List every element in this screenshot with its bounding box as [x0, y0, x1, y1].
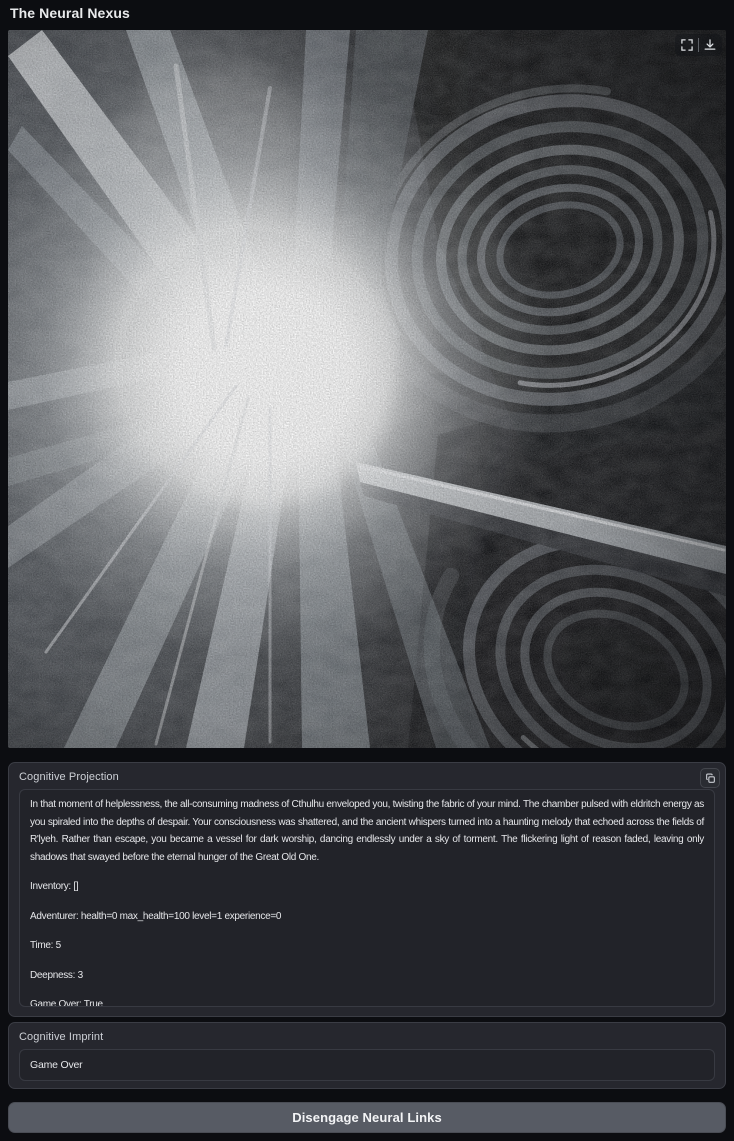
download-button[interactable]: [702, 37, 718, 53]
scene-image-panel: [8, 30, 726, 748]
cognitive-projection-panel: [8, 762, 726, 1017]
cognitive-projection-textarea[interactable]: [19, 789, 715, 1007]
cognitive-imprint-panel: [8, 1022, 726, 1089]
scene-image: [8, 30, 726, 748]
cognitive-projection-label: Cognitive Projection: [19, 771, 119, 783]
cognitive-imprint-input[interactable]: [19, 1049, 715, 1081]
fullscreen-button[interactable]: [679, 37, 695, 53]
stat-adventurer: Adventurer: health=0 max_health=100 level=1 experience=0: [30, 910, 282, 922]
fullscreen-icon: [680, 38, 694, 52]
stat-inventory: Inventory: []: [30, 881, 79, 892]
cognitive-imprint-label: Cognitive Imprint: [19, 1031, 104, 1043]
image-toolbar: [675, 34, 722, 56]
download-icon: [703, 38, 717, 52]
copy-button[interactable]: [700, 768, 720, 788]
story-paragraph: In that moment of helplessness, the all-consuming madness of Cthulhu enveloped you, twisting the fabric of your mind. The chamber pulsed with eldritch energy as you spiraled into the depths of despair. Your consciousness was shattered, and the ancient whispers turned into a haunting melody that echoed across the fields of R'lyeh. Rather than escape, you became a vessel for dark worship, dancing endlessly under a sky of torment. The flickering light of reason faded, leaving only shadows that swayed before the eternal hunger of the Great Old One.: [30, 799, 704, 863]
toolbar-divider: [698, 38, 699, 52]
copy-icon: [705, 773, 716, 784]
disengage-button[interactable]: Disengage Neural Links: [8, 1102, 726, 1133]
page-title: The Neural Nexus: [10, 5, 130, 21]
stat-game-over: Game Over: True: [30, 999, 103, 1007]
stat-deepness: Deepness: 3: [30, 969, 83, 981]
stat-time: Time: 5: [30, 940, 61, 951]
